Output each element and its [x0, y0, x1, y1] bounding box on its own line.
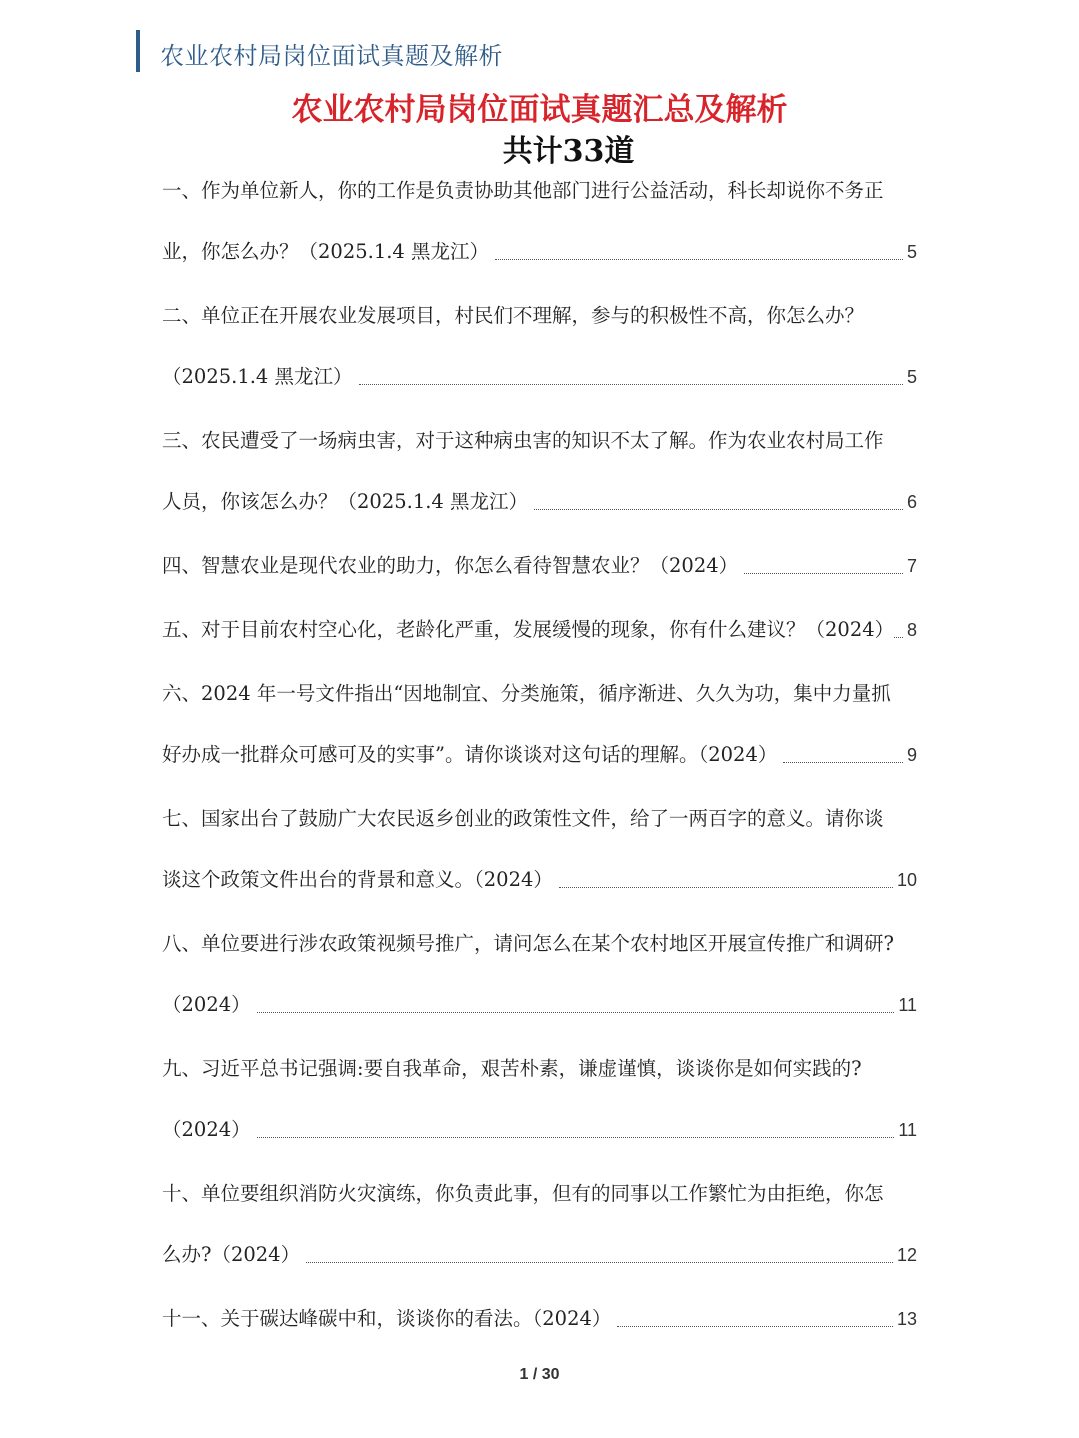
table-of-contents [162, 172, 917, 1364]
document-title: 农业农村局岗位面试真题汇总及解析 [291, 92, 788, 128]
toc-entry-text: （2024） [162, 993, 251, 1016]
dot-leader [783, 762, 903, 763]
header-accent-bar [136, 30, 140, 72]
toc-entry-text: 好办成一批群众可感可及的实事”。请你谈谈对这句话的理解。（2024） [162, 743, 778, 766]
toc-entry-text: 十一、关于碳达峰碳中和，谈谈你的看法。（2024） [162, 1307, 612, 1330]
dot-leader [306, 1262, 893, 1263]
toc-entry-text: 么办?（2024） [162, 1243, 301, 1266]
toc-entry-4[interactable] [162, 547, 917, 585]
toc-page-number: 6 [906, 492, 917, 512]
dot-leader [495, 259, 903, 260]
toc-page-number: 7 [906, 556, 917, 576]
toc-entry-text: 业，你怎么办？（2025.1.4 黑龙江） [162, 240, 490, 263]
header-title: 农业农村局岗位面试真题及解析 [160, 42, 503, 70]
dot-leader [559, 887, 893, 888]
toc-entry-text: 十、单位要组织消防火灾演练，你负责此事，但有的同事以工作繁忙为由拒绝，你怎 [162, 1182, 884, 1205]
toc-entry-11[interactable] [162, 1300, 917, 1338]
toc-page-number: 8 [906, 620, 917, 640]
toc-entry-2[interactable] [162, 297, 917, 396]
toc-entry-text: 七、国家出台了鼓励广大农民返乡创业的政策性文件，给了一两百字的意义。请你谈 [162, 807, 884, 830]
page-indicator: 1 / 30 [519, 1366, 560, 1383]
toc-entry-text: 九、习近平总书记强调:要自我革命，艰苦朴素，谦虚谨慎，谈谈你是如何实践的? [162, 1057, 862, 1080]
toc-entry-1[interactable] [162, 172, 917, 271]
toc-entry-9[interactable] [162, 1050, 917, 1149]
toc-entry-text: 二、单位正在开展农业发展项目，村民们不理解，参与的积极性不高，你怎么办？ [162, 304, 865, 327]
toc-page-number: 12 [896, 1245, 917, 1265]
toc-entry-8[interactable] [162, 925, 917, 1024]
toc-entry-text: 六、2024 年一号文件指出“因地制宜、分类施策，循序渐进、久久为功，集中力量抓 [162, 682, 891, 705]
dot-leader [744, 573, 903, 574]
toc-entry-text: （2025.1.4 黑龙江） [162, 365, 353, 388]
dot-leader [257, 1012, 895, 1013]
dot-leader [359, 384, 903, 385]
toc-entry-text: 五、对于目前农村空心化，老龄化严重，发展缓慢的现象，你有什么建议？（2024） [162, 618, 895, 641]
toc-entry-text: 人员，你该怎么办？（2025.1.4 黑龙江） [162, 490, 529, 513]
dot-leader [257, 1137, 895, 1138]
toc-entry-text: 八、单位要进行涉农政策视频号推广，请问怎么在某个农村地区开展宣传推广和调研? [162, 932, 894, 955]
toc-page-number: 10 [896, 870, 917, 890]
toc-entry-text: 四、智慧农业是现代农业的助力，你怎么看待智慧农业？（2024） [162, 554, 739, 577]
toc-entry-7[interactable] [162, 800, 917, 899]
toc-page-number: 5 [906, 242, 917, 262]
dot-leader [894, 637, 903, 638]
dot-leader [617, 1326, 893, 1327]
toc-entry-text: （2024） [162, 1118, 251, 1141]
toc-entry-text: 一、作为单位新人，你的工作是负责协助其他部门进行公益活动，科长却说你不务正 [162, 179, 884, 202]
toc-entry-10[interactable] [162, 1175, 917, 1274]
toc-page-number: 11 [898, 1120, 917, 1140]
toc-page-number: 13 [896, 1309, 917, 1329]
toc-entry-5[interactable] [162, 611, 917, 649]
toc-entry-3[interactable] [162, 422, 917, 521]
toc-page-number: 11 [898, 995, 917, 1015]
toc-page-number: 9 [906, 745, 917, 765]
toc-entry-text: 谈这个政策文件出台的背景和意义。（2024） [162, 868, 553, 891]
toc-entry-text: 三、农民遭受了一场病虫害，对于这种病虫害的知识不太了解。作为农业农村局工作 [162, 429, 884, 452]
document-subtitle: 共计33道 [502, 134, 635, 169]
toc-entry-6[interactable] [162, 675, 917, 774]
dot-leader [534, 509, 903, 510]
toc-page-number: 5 [906, 367, 917, 387]
